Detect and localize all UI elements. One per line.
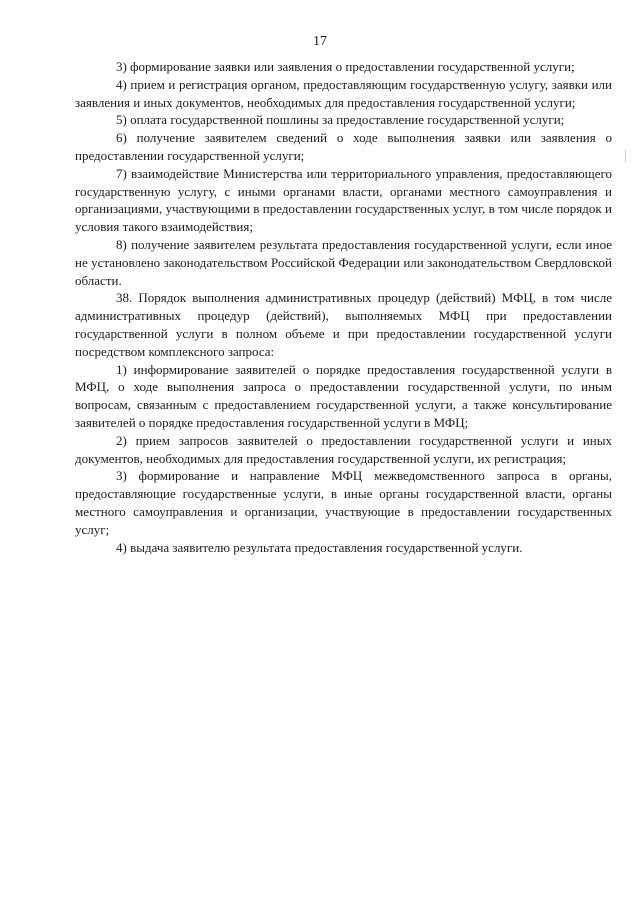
paragraph-mfc-item-2: 2) прием запросов заявителей о предоставлении государственной услуги и иных документов, необходимых для предоставления государственной услуги, их регистрация; (75, 432, 612, 466)
paragraph-item-3: 3) формирование заявки или заявления о предоставлении государственной услуги; (116, 59, 575, 74)
paragraph-item-8: 8) получение заявителем результата предоставления государственной услуги, если иное не установлено законодательством Российской Федерации или законодательством Свердловской области. (75, 236, 612, 288)
paragraph-mfc-item-3: 3) формирование и направление МФЦ межведомственного запроса в органы, предоставляющие государственные услуги, в иные органы государственной власти, органы местного самоуправления и организации, участвующие в предоставлении государственных услуг; (75, 468, 612, 537)
scan-artifact (625, 150, 626, 162)
paragraph-item-7: 7) взаимодействие Министерства или территориального управления, предоставляющего государственную услугу, с иными органами власти, органами местного самоуправления и организациями, участвующими в предоставлении государственных услуг, в том числе порядок и условия такого взаимодействия; (75, 165, 612, 235)
paragraph-section-38: 38. Порядок выполнения административных процедур (действий) МФЦ, в том числе административных процедур (действий), выполняемых МФЦ при предоставлении государственной услуги в полном объеме и при предоставлении государственной услуги посредством комплексного запроса: (75, 290, 612, 359)
paragraph-mfc-item-1: 1) информирование заявителей о порядке предоставления государственной услуги в МФЦ, о ходе выполнения запроса о предоставлении государственной услуги, по иным вопросам, связанным с предоставлением государственной услуги, а также консультирование заявителей о порядке предоставления государственной услуги в МФЦ; (75, 361, 612, 430)
paragraph-item-5: 5) оплата государственной пошлины за предоставление государственной услуги; (116, 112, 565, 128)
document-body (75, 58, 612, 556)
paragraph-mfc-item-4: 4) выдача заявителю результата предоставления государственной услуги. (116, 539, 523, 555)
page-number: 17 (313, 34, 327, 49)
paragraph-item-6: 6) получение заявителем сведений о ходе выполнения заявки или заявления о предоставлении государственной услуги; (75, 130, 612, 163)
paragraph-item-4: 4) прием и регистрация органом, предоставляющим государственную услугу, заявки или заявления и иных документов, необходимых для предоставления государственной услуги; (75, 76, 612, 110)
